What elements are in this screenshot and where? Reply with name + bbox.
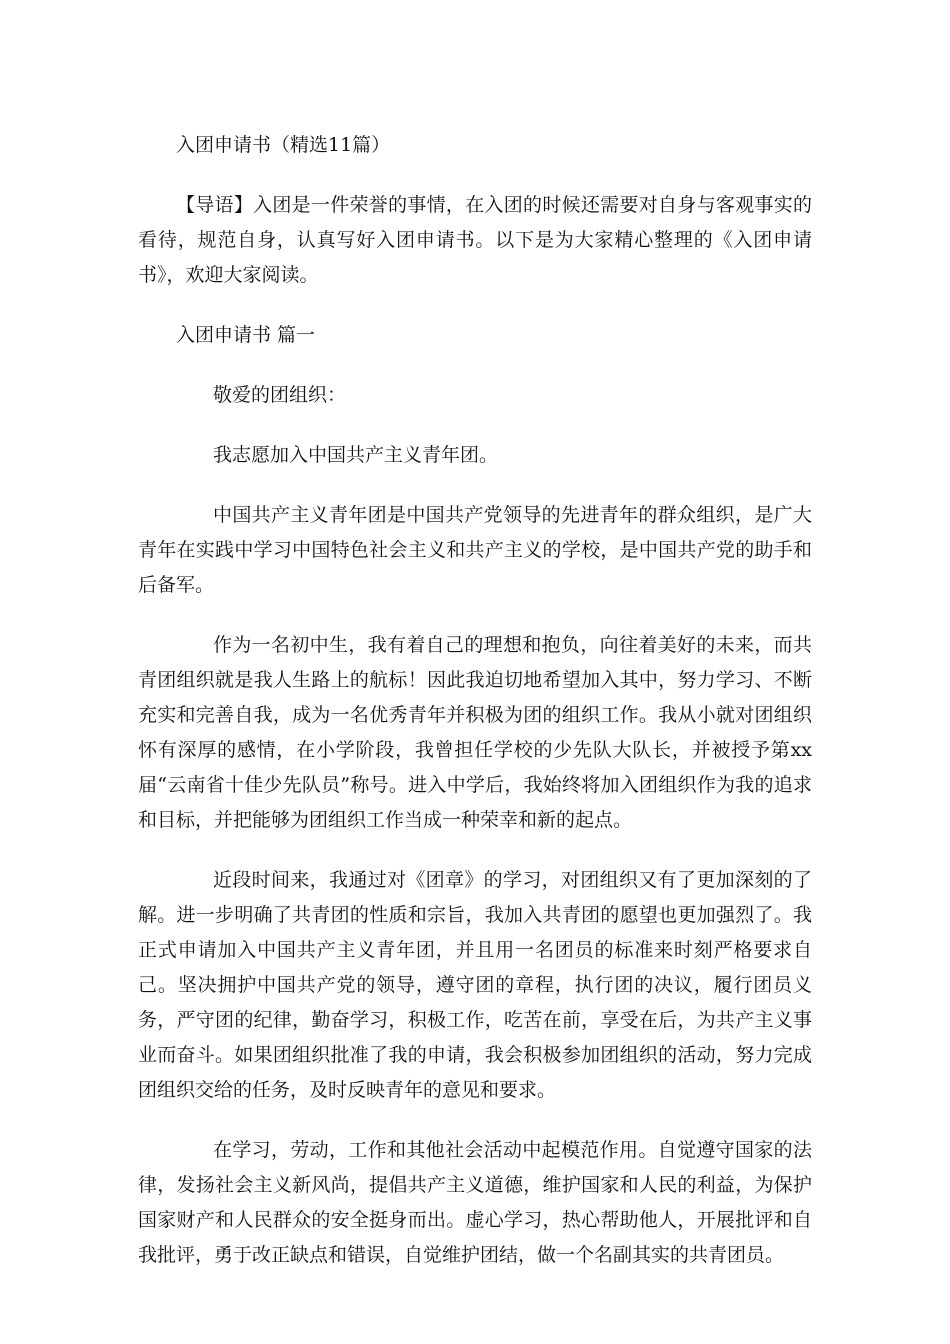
body-paragraph: 我志愿加入中国共产主义青年团。	[213, 444, 499, 466]
body-paragraph: 作为一名初中生，我有着自己的理想和抱负，向往着美好的未来，而共青团组织就是我人生路上的航标！因此我迫切地希望加入其中，努力学习、不断充实和完善自我，成为一名优秀青年并积极为团的组织工作。我从小就对团组织怀有深厚的感情，在小学阶段，我曾担任学校的少先队大队长，并被授予第xx届“云南省十佳少先队员”称号。进入中学后，我始终将加入团组织作为我的追求和目标，并把能够为团组织工作当成一种荣幸和新的起点。	[138, 634, 812, 831]
salutation: 敬爱的团组织：	[213, 384, 347, 406]
body-paragraph: 中国共产主义青年团是中国共产党领导的先进青年的群众组织，是广大青年在实践中学习中国特色社会主义和共产主义的学校，是中国共产党的助手和后备军。	[138, 504, 812, 596]
body-paragraph: 在学习，劳动，工作和其他社会活动中起模范作用。自觉遵守国家的法律，发扬社会主义新风尚，提倡共产主义道德，维护国家和人民的利益，为保护国家财产和人民群众的安全挺身而出。虚心学习，热心帮助他人，开展批评和自我批评，勇于改正缺点和错误，自觉维护团结，做一个名副其实的共青团员。	[138, 1139, 812, 1266]
intro-paragraph: 【导语】入团是一件荣誉的事情，在入团的时候还需要对自身与客观事实的看待，规范自身，认真写好入团申请书。以下是为大家精心整理的《入团申请书》，欢迎大家阅读。	[138, 194, 812, 286]
section-title: 入团申请书 篇一	[176, 324, 316, 346]
document-body	[138, 128, 812, 1298]
document-title: 入团申请书（精选11篇）	[176, 134, 391, 156]
body-paragraph: 近段时间来，我通过对《团章》的学习，对团组织又有了更加深刻的了解。进一步明确了共青团的性质和宗旨，我加入共青团的愿望也更加强烈了。我正式申请加入中国共产主义青年团，并且用一名团员的标准来时刻严格要求自己。坚决拥护中国共产党的领导，遵守团的章程，执行团的决议，履行团员义务，严守团的纪律，勤奋学习，积极工作，吃苦在前，享受在后，为共产主义事业而奋斗。如果团组织批准了我的申请，我会积极参加团组织的活动，努力完成团组织交给的任务，及时反映青年的意见和要求。	[138, 869, 812, 1101]
